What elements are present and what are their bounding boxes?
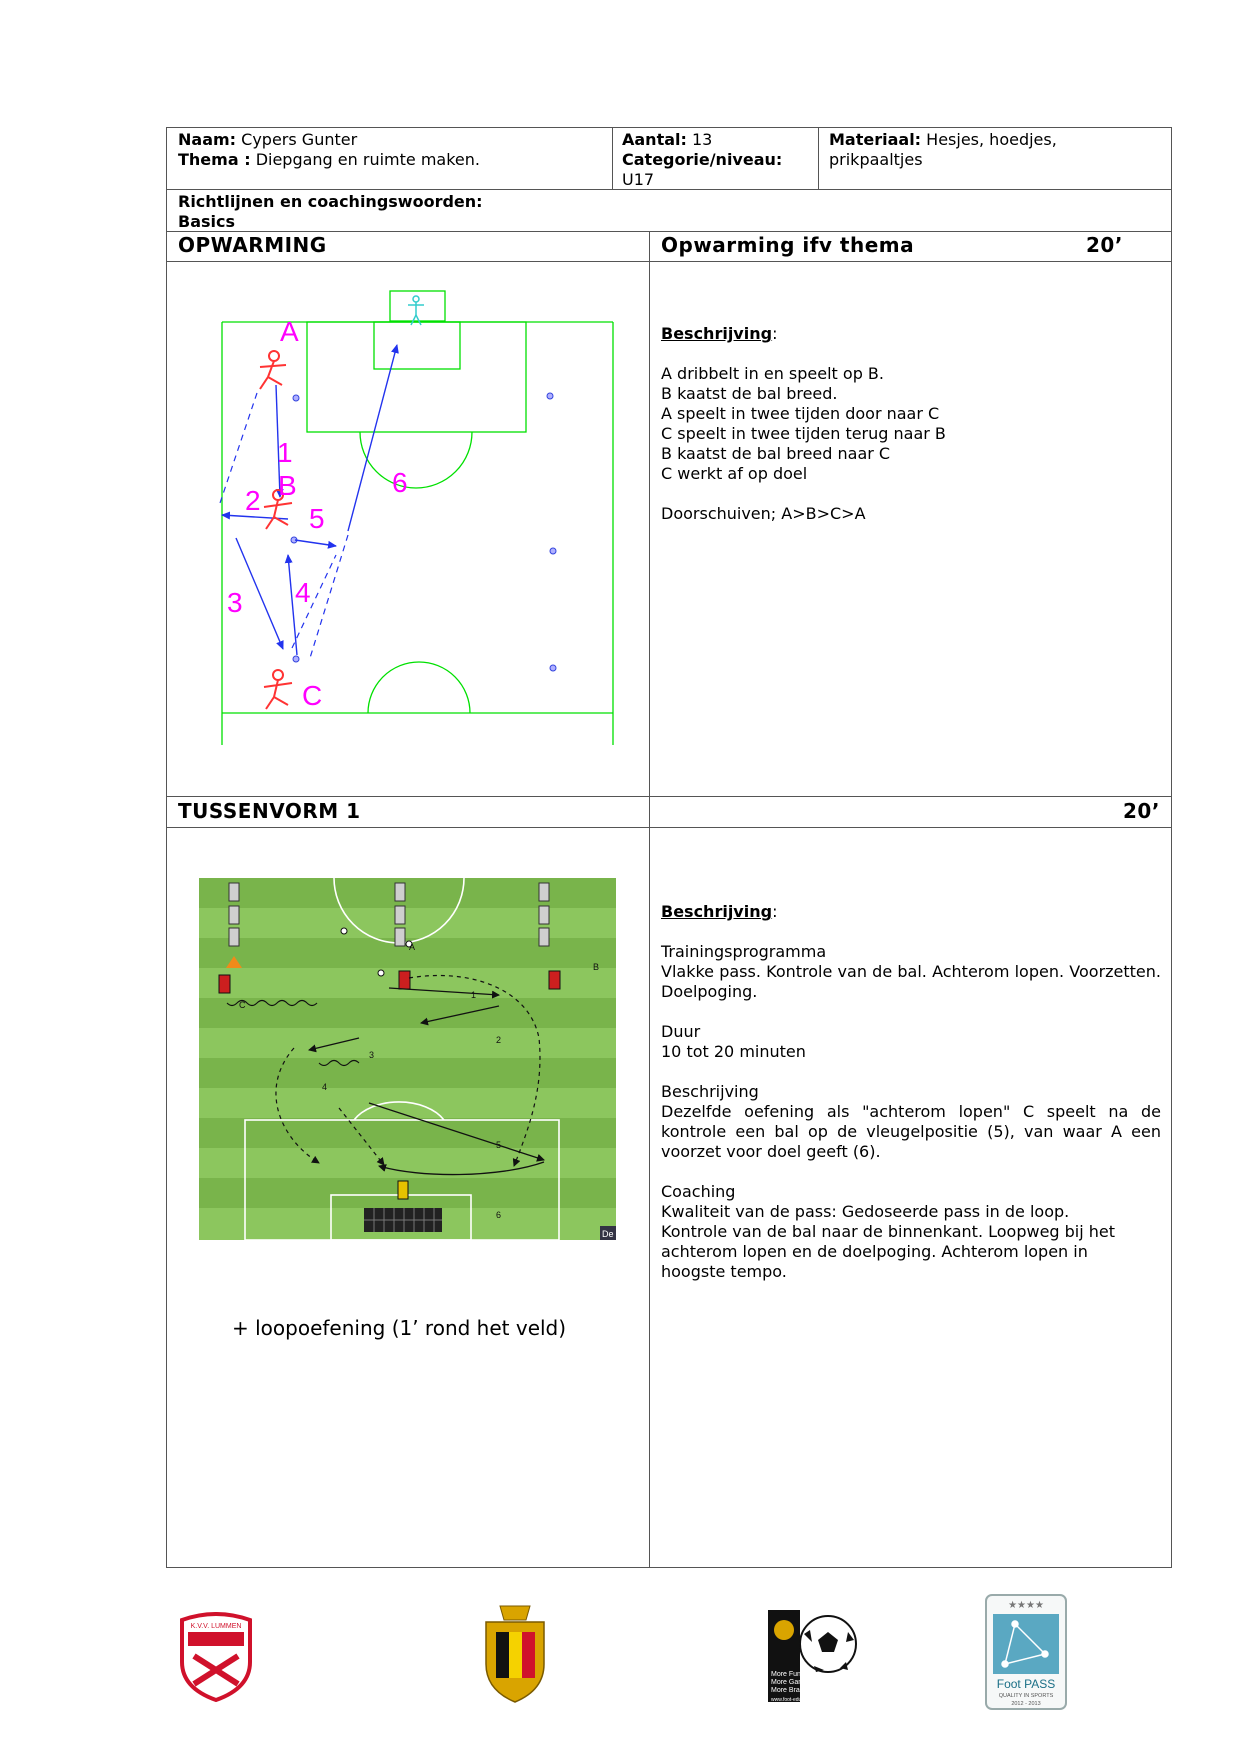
materiaal-value-2: prikpaaltjes [829, 150, 923, 169]
belgian-fa-logo [478, 1602, 552, 1706]
foot-pass-title: Foot PASS [996, 1677, 1056, 1691]
step-label-5: 5 [309, 503, 325, 534]
coaching-label: Coaching [661, 1182, 736, 1201]
materiaal-label: Materiaal: [829, 130, 922, 149]
step-4: 4 [322, 1082, 328, 1092]
programma-label: Trainingsprogramma [661, 942, 827, 961]
rotation-text: Doorschuiven; A>B>C>A [661, 504, 866, 523]
opwarming-duration: 20’ [1086, 233, 1123, 257]
step-1: 1 [471, 990, 477, 1000]
foot-pass-years: 2012 - 2013 [1011, 1701, 1041, 1707]
desc-line: C speelt in twee tijden terug naar B [661, 424, 946, 443]
desc-line: B kaatst de bal breed naar C [661, 444, 891, 463]
aantal-label: Aantal: [622, 130, 687, 149]
fe-line-2: More Games [771, 1679, 812, 1686]
step-label-6: 6 [392, 467, 408, 498]
beschrijving-label: Beschrijving [661, 324, 773, 343]
duur-label: Duur [661, 1022, 701, 1041]
keeper-icon [398, 1181, 408, 1199]
coaching-line: Kontrole van de bal naar de binnenkant. Loopweg bij het [661, 1222, 1116, 1241]
step-6: 6 [496, 1210, 502, 1220]
beschrijving2-text: Dezelfde oefening als "achterom lopen" C speelt na de kontrole een bal op de vleugelpositie (5), van waar A een voorzet voor doel geeft (6). [661, 1102, 1161, 1161]
aantal-value: 13 [692, 130, 713, 149]
player-a-icon [260, 351, 286, 389]
step-label-4: 4 [295, 577, 311, 608]
richtlijnen-value: Basics [178, 212, 236, 231]
beschrijving2-label: Beschrijving [661, 1082, 759, 1101]
step-5: 5 [496, 1140, 502, 1150]
club-logo-text: K.V.V. LUMMEN [190, 1623, 242, 1630]
beschrijving-colon: : [772, 324, 778, 343]
naam-field [178, 130, 480, 170]
categorie-label: Categorie/niveau: [622, 150, 783, 169]
player-label-c: C [302, 680, 323, 711]
tussenvorm-title: TUSSENVORM 1 [178, 799, 361, 823]
goal-net [364, 1208, 442, 1232]
coaching-line: hoogste tempo. [661, 1262, 787, 1281]
label-b: B [593, 962, 600, 972]
player-label-b: B [278, 470, 297, 501]
opwarming-subtitle: Opwarming ifv thema [661, 233, 915, 257]
thema-value: Diepgang en ruimte maken. [255, 150, 480, 169]
step-2: 2 [496, 1035, 502, 1045]
fe-line-1: More Fun [771, 1671, 801, 1678]
duur-text: 10 tot 20 minuten [661, 1042, 806, 1061]
cone-markers [291, 393, 556, 671]
programma-text: Vlakke pass. Kontrole van de bal. Achterom lopen. Voorzetten. Doelpoging. [661, 962, 1161, 1001]
player-label-a: A [280, 316, 299, 347]
stars-icon: ★★★★ [1008, 1600, 1044, 1611]
step-label-2: 2 [245, 485, 261, 516]
beschrijving-colon-2: : [772, 902, 778, 921]
richtlijnen-field [178, 192, 483, 232]
richtlijnen-label: Richtlijnen en coachingswoorden: [178, 192, 483, 211]
foot-pass-sub: QUALITY IN SPORTS [998, 1693, 1054, 1699]
desc-line: A dribbelt in en speelt op B. [661, 364, 884, 383]
beschrijving-label-2: Beschrijving [661, 902, 773, 921]
loopoefening-text: + loopoefening (1’ rond het veld) [232, 1316, 567, 1340]
corner-text: De [602, 1229, 614, 1239]
naam-value: Cypers Gunter [241, 130, 358, 149]
materiaal-value: Hesjes, hoedjes, [926, 130, 1057, 149]
categorie-value: U17 [622, 170, 655, 189]
player-c-icon [264, 670, 292, 709]
desc-line: C werkt af op doel [661, 464, 808, 483]
desc-line: B kaatst de bal breed. [661, 384, 838, 403]
foot-pass-logo [985, 1594, 1067, 1710]
opwarming-title: OPWARMING [178, 233, 327, 257]
label-c: C [239, 1000, 246, 1010]
step-3: 3 [369, 1050, 375, 1060]
tussenvorm-duration: 20’ [1123, 799, 1160, 823]
label-a: A [409, 942, 416, 952]
thema-label: Thema : [178, 150, 251, 169]
aantal-field [622, 130, 782, 190]
coaching-line: achterom lopen en de doelpoging. Achterom lopen in [661, 1242, 1088, 1261]
fe-line-3: More Brains [771, 1687, 809, 1694]
desc-line: A speelt in twee tijden door naar C [661, 404, 940, 423]
tussenvorm-description [661, 902, 1161, 1282]
opwarming-description [661, 324, 1161, 524]
run-lines [220, 393, 348, 658]
step-label-1: 1 [277, 437, 293, 468]
tussenvorm-diagram [199, 878, 616, 1240]
coaching-line: Kwaliteit van de pass: Gedoseerde pass in de loop. [661, 1202, 1070, 1221]
materiaal-field [829, 130, 1057, 170]
club-logo [178, 1612, 254, 1702]
opwarming-diagram [200, 285, 630, 755]
naam-label: Naam: [178, 130, 237, 149]
step-label-3: 3 [227, 587, 243, 618]
fe-url: www.foot-education.be [771, 1697, 822, 1703]
foot-education-logo [768, 1610, 858, 1706]
